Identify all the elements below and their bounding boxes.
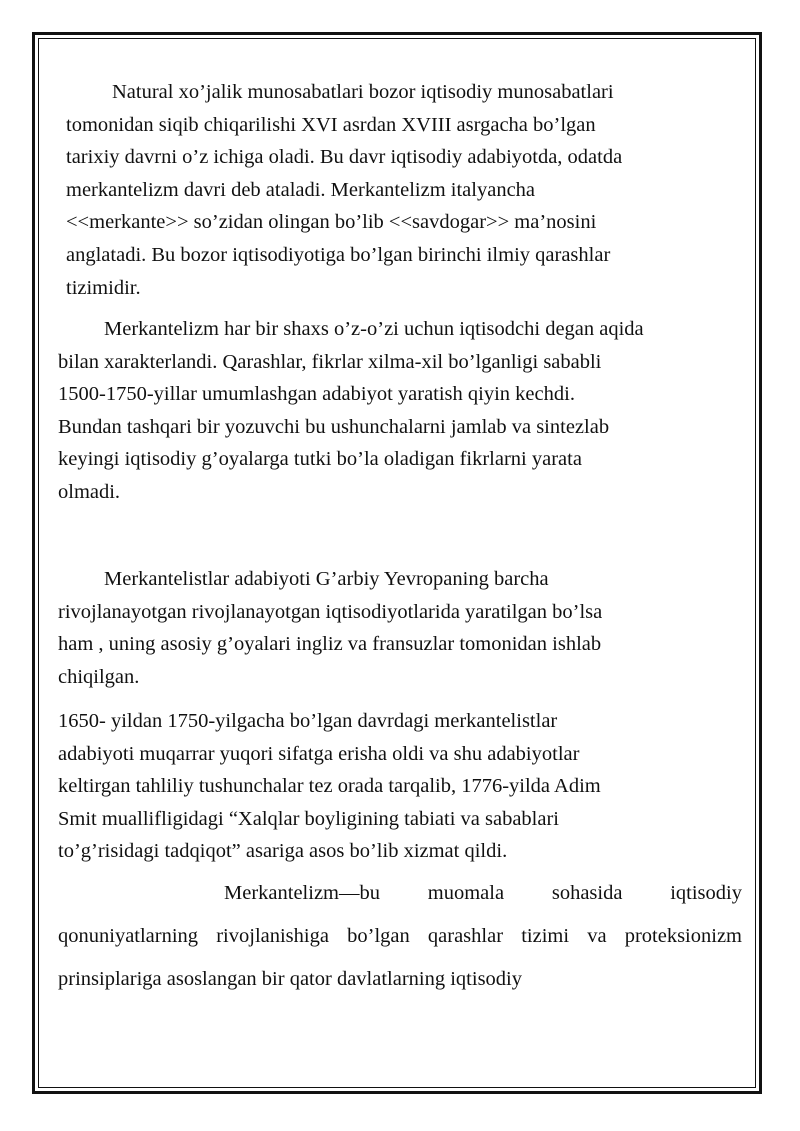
paragraph-5: Merkantelizm—bu muomala sohasida iqtisodiy qonuniyatlarning rivojlanishiga bo’lgan qarashlar tizimi va proteksionizm prinsiplariga asoslangan bir qator davlatlarning iqtisodiy [58, 882, 742, 990]
text-line: bilan xarakterlandi. Qarashlar, fikrlar xilma-xil bo’lganligi sababli [58, 350, 602, 373]
paragraph-4 [58, 705, 748, 868]
text-line: Merkantelizm har bir shaxs o’z-o’zi uchun iqtisodchi degan aqida [104, 318, 644, 340]
paragraph-2 [58, 313, 748, 509]
text-line: ham , uning asosiy g’oyalari ingliz va fransuzlar tomonidan ishlab [58, 633, 602, 656]
text-line: merkantelizm davri deb ataladi. Merkantelizm italyancha [66, 178, 536, 201]
text-line: 1500-1750-yillar umumlashgan adabiyot yaratish qiyin kechdi. [58, 383, 575, 406]
paragraph-1 [66, 76, 738, 304]
text-line: Natural xo’jalik munosabatlari bozor iqtisodiy munosabatlari [112, 81, 614, 103]
text-line: tarixiy davrni o’z ichiga oladi. Bu davr iqtisodiy adabiyotda, odatda [66, 146, 623, 169]
text-line: olmadi. [58, 480, 121, 503]
text-line: Merkantelistlar adabiyoti G’arbiy Yevropaning barcha [104, 568, 549, 590]
text-line: Bundan tashqari bir yozuvchi bu ushunchalarni jamlab va sintezlab [58, 415, 610, 438]
text-line: 1650- yildan 1750-yilgacha bo’lgan davrdagi merkantelistlar [58, 710, 558, 732]
text-line: Smit muallifligidagi “Xalqlar boyligining tabiati va sabablari [58, 807, 559, 830]
text-line: to’g’risidagi tadqiqot” asariga asos bo’lib xizmat qildi. [58, 840, 508, 863]
text-line: adabiyoti muqarrar yuqori sifatga erisha oldi va shu adabiyotlar [58, 742, 580, 765]
text-line: keyingi iqtisodiy g’oyalarga tutki bo’la oladigan fikrlarni yarata [58, 448, 582, 471]
text-line: tizimidir. [66, 276, 141, 299]
text-line: keltirgan tahliliy tushunchalar tez orada tarqalib, 1776-yilda Adim [58, 775, 601, 798]
paragraph-3 [58, 563, 748, 693]
text-line: chiqilgan. [58, 665, 140, 688]
text-line: tomonidan siqib chiqarilishi XVI asrdan XVIII asrgacha bo’lgan [66, 113, 596, 136]
text-line: <<merkante>> so’zidan olingan bo’lib <<savdogar>> ma’nosini [66, 211, 597, 234]
text-line: anglatadi. Bu bozor iqtisodiyotiga bo’lgan birinchi ilmiy qarashlar [66, 243, 611, 266]
text-line: rivojlanayotgan rivojlanayotgan iqtisodiyotlarida yaratilgan bo’lsa [58, 600, 603, 623]
